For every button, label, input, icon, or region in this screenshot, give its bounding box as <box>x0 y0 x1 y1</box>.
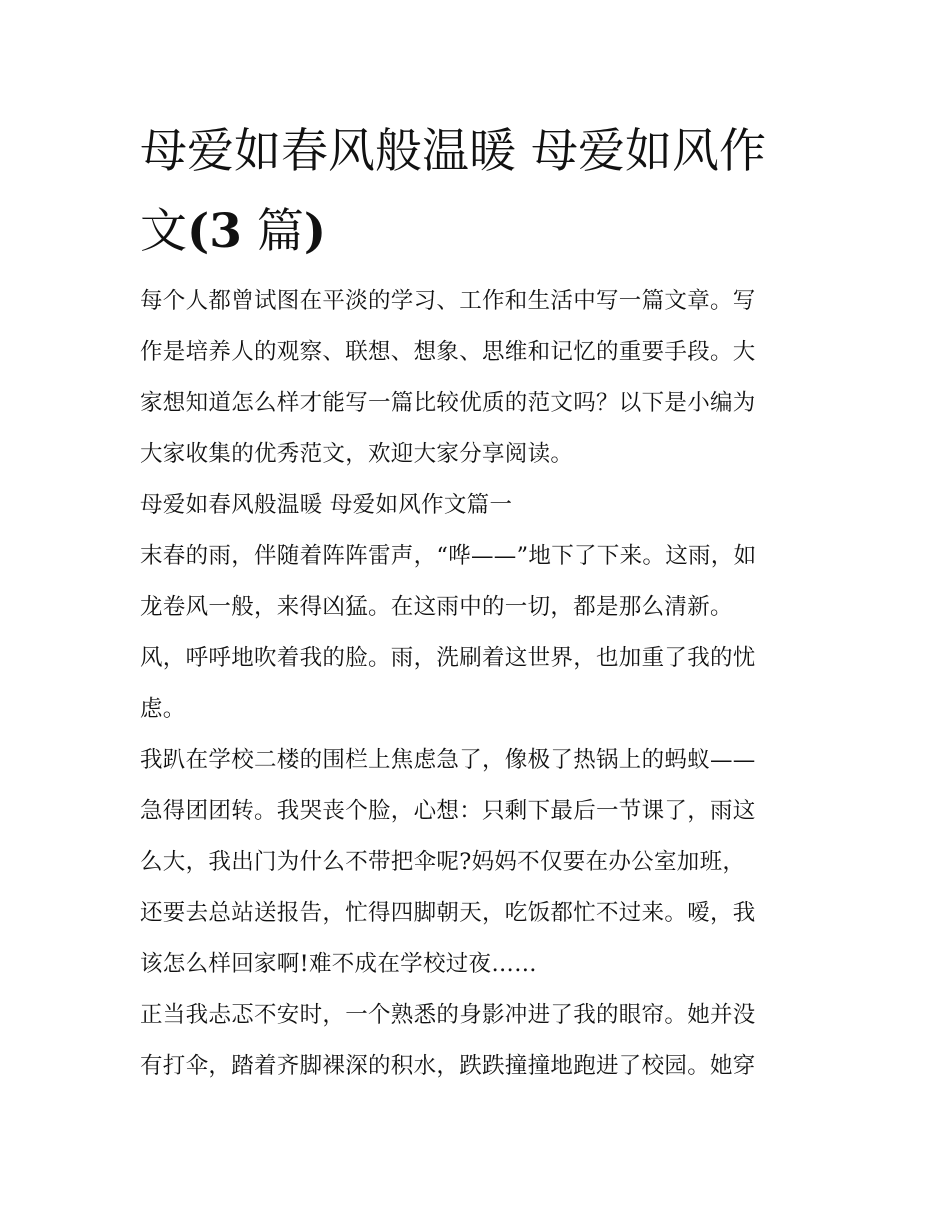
text-line: 末春的雨，伴随着阵阵雷声，“哗——”地下了下来。这雨，如 <box>140 543 757 569</box>
text-line: 该怎么样回家啊!难不成在学校过夜…… <box>140 951 537 977</box>
intro-paragraph <box>140 276 820 480</box>
title-line-1: 母爱如春风般温暖 母爱如风作 <box>140 124 766 179</box>
title-line-2-suffix: ) <box>303 204 327 259</box>
text-line: 家想知道怎么样才能写一篇比较优质的范文吗？以下是小编为 <box>140 390 756 416</box>
title-line-2 <box>140 192 820 272</box>
text-line: 虑。 <box>140 696 186 722</box>
text-line: 有打伞，踏着齐脚裸深的积水，跌跌撞撞地跑进了校园。她穿 <box>140 1053 756 1079</box>
text-line: 大家收集的优秀范文，欢迎大家分享阅读。 <box>140 441 574 467</box>
text-line: 正当我忐忑不安时，一个熟悉的身影冲进了我的眼帘。她并没 <box>140 1002 756 1028</box>
paragraph-1 <box>140 531 820 633</box>
document-body <box>140 276 820 1092</box>
document-title <box>140 112 820 272</box>
title-line-2-bold: (3 <box>187 204 242 259</box>
paragraph-4 <box>140 990 820 1092</box>
text-line: 么大，我出门为什么不带把伞呢?妈妈不仅要在办公室加班， <box>140 849 746 875</box>
section-heading <box>140 480 820 531</box>
title-line-2-middle: 篇 <box>241 204 304 259</box>
text-line: 每个人都曾试图在平淡的学习、工作和生活中写一篇文章。写 <box>140 288 756 314</box>
section-heading-text: 母爱如春风般温暖 母爱如风作文篇一 <box>140 492 513 518</box>
paragraph-2 <box>140 633 820 735</box>
title-line-2-prefix: 文 <box>140 204 187 259</box>
text-line: 急得团团转。我哭丧个脸，心想：只剩下最后一节课了，雨这 <box>140 798 756 824</box>
text-line: 我趴在学校二楼的围栏上焦虑急了，像极了热锅上的蚂蚁—— <box>140 747 756 773</box>
paragraph-3 <box>140 735 820 990</box>
text-line: 作是培养人的观察、联想、想象、思维和记忆的重要手段。大 <box>140 339 756 365</box>
text-line: 还要去总站送报告，忙得四脚朝天，吃饭都忙不过来。嗳，我 <box>140 900 756 926</box>
text-line: 风，呼呼地吹着我的脸。雨，洗刷着这世界，也加重了我的忧 <box>140 645 756 671</box>
text-line: 龙卷风一般，来得凶猛。在这雨中的一切，都是那么清新。 <box>140 594 733 620</box>
